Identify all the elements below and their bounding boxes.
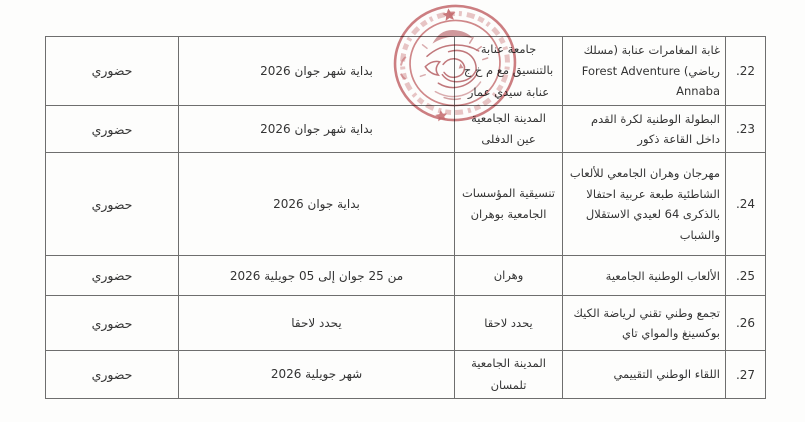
table-row [46,256,766,296]
table-row [46,351,766,399]
row-number-cell: .22 [726,37,766,106]
row-number-cell: .23 [726,105,766,153]
activities-schedule-table [45,36,766,399]
mode-cell: حضوري [46,37,179,106]
mode-cell: حضوري [46,351,179,399]
table-row [46,296,766,351]
activity-cell: البطولة الوطنية لكرة القدم داخل القاعة ذكور [563,105,726,153]
mode-cell: حضوري [46,105,179,153]
date-cell: بداية شهر جوان 2026 [179,105,455,153]
row-number-cell: .24 [726,153,766,256]
date-cell: بداية شهر جوان 2026 [179,37,455,106]
table-row [46,105,766,153]
location-cell: وهران [455,256,563,296]
location-cell: تنسيقية المؤسسات الجامعية بوهران [455,153,563,256]
activity-cell: مهرجان وهران الجامعي للألعاب الشاطئية طبعة عربية احتفالا بالذكرى 64 لعيدي الاستقلال والشباب [563,153,726,256]
row-number-cell: .26 [726,296,766,351]
row-number-cell: .25 [726,256,766,296]
activity-cell: الألعاب الوطنية الجامعية [563,256,726,296]
date-cell: بداية جوان 2026 [179,153,455,256]
mode-cell: حضوري [46,296,179,351]
mode-cell: حضوري [46,153,179,256]
table-row [46,37,766,106]
row-number-cell: .27 [726,351,766,399]
activity-cell: تجمع وطني تقني لرياضة الكيك بوكسينغ والمواي تاي [563,296,726,351]
date-cell: يحدد لاحقا [179,296,455,351]
activity-cell: اللقاء الوطني التقييمي [563,351,726,399]
location-cell: المدينة الجامعية عين الدفلى [455,105,563,153]
location-cell: يحدد لاحقا [455,296,563,351]
location-cell: المدينة الجامعية تلمسان [455,351,563,399]
activity-cell: غابة المغامرات عنابة (مسلك رياضي) Forest Adventure Annaba [563,37,726,106]
date-cell: من 25 جوان إلى 05 جويلية 2026 [179,256,455,296]
date-cell: شهر جويلية 2026 [179,351,455,399]
table-row [46,153,766,256]
mode-cell: حضوري [46,256,179,296]
location-cell: جامعة عنابة بالتنسيق مع م خ ج عنابة سيدي عمار [455,37,563,106]
